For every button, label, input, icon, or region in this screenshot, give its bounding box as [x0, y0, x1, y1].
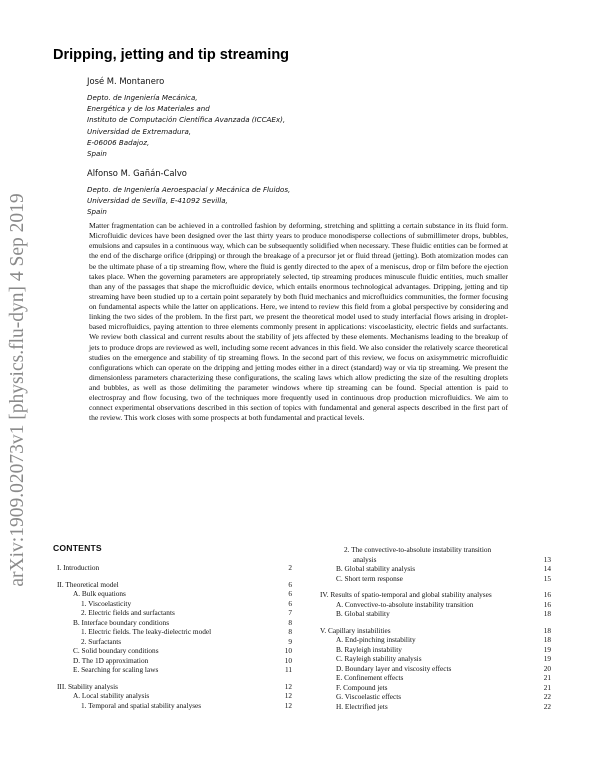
toc-entry-page: 12: [284, 681, 292, 691]
toc-left-column: [57, 563, 292, 710]
toc-entry[interactable]: [320, 702, 551, 712]
toc-entry-page: 14: [543, 564, 551, 573]
toc-entry-label: 1. Viscoelasticity: [81, 598, 132, 608]
toc-entry-label: 1. Temporal and spatial stability analyses: [81, 700, 202, 710]
toc-entry[interactable]: [320, 590, 551, 600]
toc-entry-page: 2: [288, 563, 292, 572]
toc-entry-label: B. Interface boundary conditions: [73, 617, 170, 627]
toc-entry-label: E. Confinement effects: [336, 673, 404, 682]
toc-entry[interactable]: [57, 627, 292, 637]
paper-title: Dripping, jetting and tip streaming: [53, 47, 290, 63]
toc-entry-label: B. Global stability analysis: [336, 564, 416, 573]
toc-entry[interactable]: [57, 665, 292, 675]
toc-entry-page: 18: [543, 609, 551, 618]
toc-entry-page: 7: [288, 608, 292, 617]
toc-entry-page: 20: [543, 663, 551, 673]
toc-entry[interactable]: [320, 673, 551, 683]
toc-entry-label: IV. Results of spatio-temporal and global stability analyses: [320, 590, 492, 599]
toc-entry-label: 2. Surfactants: [81, 636, 122, 646]
toc-entry-page: 18: [543, 635, 551, 644]
toc-entry-page: 16: [543, 590, 551, 599]
toc-entry-label: E. Searching for scaling laws: [73, 665, 159, 674]
toc-entry-label: A. Convective-to-absolute instability transition: [336, 599, 474, 609]
toc-entry-label: F. Compound jets: [336, 682, 388, 692]
affiliation-line: Spain: [87, 207, 107, 217]
toc-spacer: [57, 573, 292, 580]
toc-entry[interactable]: [57, 682, 292, 692]
toc-entry-label: V. Capillary instabilities: [320, 625, 391, 635]
toc-entry-page: 13: [543, 554, 551, 564]
affiliation-line: Depto. de Ingeniería Mecánica,: [87, 93, 198, 102]
toc-right-column: [320, 545, 551, 711]
toc-entry[interactable]: [57, 580, 292, 590]
toc-entry-page: 19: [543, 644, 551, 654]
toc-entry-label: I. Introduction: [57, 563, 100, 572]
affiliation-line: Spain: [87, 149, 107, 159]
toc-entry-page: 22: [543, 701, 551, 711]
abstract: Matter fragmentation can be achieved in a controlled fashion by deforming, stretching and splitting a certain substance in its fluid form. Microfluidic devices have been designed over the last thirty years to produce monodisperse collections of submillimeter drops, bubbles, emulsions and capsules in a continuous way, which can be subsequently solidified when necessary. These fluidic entities can be formed at the end of the discharge orifice (dripping) or through the breakage of a precursor jet or fluid thread (jetting). Both atomization modes can be the ultimate phase of a tip streaming flow, where the fluid is gently directed to the apex of a meniscus, drop or film before the ejection takes place. When the governing parameters are appropriately selected, tip streaming produces minuscule fluidic entities, much smaller than any of the passages that shape the microfluidic device, which entails enormous technological advantages. Dripping, jetting and tip streaming have been studied up to a certain point separately by both fluid mechanics and microfluidics communities, the former focusing on fundamental aspects while the latter on applications. Here, we intend to review this field from a global perspective by considering and linking the two sides of the problem. In the first part, we present the theoretical model used to study interfacial flows arising in droplet-based microfluidics, paying attention to three elements commonly present in applications: viscoelasticity, electric fields and surfactants. We review both classical and current results about the stability of jets affected by these elements. Mechanisms leading to the breakup of jets to produce drops are reviewed as well, including some recent advances in this field. We also consider the relatively scarce theoretical studies on the emergence and stability of tip streaming flows. In the second part of this review, we focus on axisymmetric microfluidic configurations which can operate on the dripping and jetting modes either in a direct (standard) way or via tip streaming. We present the dimensionless parameters characterizing these configurations, the scaling laws which allow predicting the size of the resulting droplets and bubbles, as well as those delimiting the parameter windows where tip streaming can be found. Special attention is paid to electrospray and flow focusing, two of the techniques more frequently used in continuous drop production microfluidics. We aim to connect experimental observations described in this section of topics with fundamental and general aspects described in the first part of the review. This work closes with some prospects at both fundamental and practical levels.: [89, 221, 508, 423]
toc-entry-label: G. Viscoelastic effects: [336, 692, 402, 701]
toc-entry[interactable]: [57, 691, 292, 701]
toc-entry-page: 15: [543, 573, 551, 583]
toc-entry-page: 18: [543, 625, 551, 635]
contents-heading: CONTENTS: [53, 543, 102, 553]
toc-entry[interactable]: [57, 701, 292, 711]
toc-entry-label: B. Rayleigh instability: [336, 644, 402, 654]
toc-entry-page: 8: [288, 617, 292, 627]
affiliation-line: Universidad de Sevilla, E-41092 Sevilla,: [87, 196, 228, 206]
toc-entry[interactable]: [320, 664, 551, 674]
toc-entry-page: 6: [288, 598, 292, 608]
toc-entry-label: B. Global stability: [336, 609, 390, 618]
toc-entry[interactable]: [320, 635, 551, 645]
author-name: José M. Montanero: [87, 76, 165, 86]
toc-entry-page: 6: [288, 579, 292, 589]
toc-entry[interactable]: [57, 589, 292, 599]
toc-entry-label: C. Rayleigh stability analysis: [336, 654, 422, 663]
toc-spacer: [320, 619, 551, 626]
toc-entry[interactable]: [320, 564, 551, 574]
toc-entry[interactable]: [320, 692, 551, 702]
toc-entry[interactable]: [57, 599, 292, 609]
toc-entry[interactable]: [320, 683, 551, 693]
arxiv-stamp: [4, 160, 32, 620]
toc-entry-label: A. Bulk equations: [73, 589, 126, 598]
toc-entry-label: 2. The convective-to-absolute instability transition: [344, 545, 492, 554]
toc-entry-label: 1. Electric fields. The leaky-dielectric model: [81, 627, 212, 636]
toc-entry[interactable]: [57, 618, 292, 628]
toc-entry[interactable]: [57, 563, 292, 573]
toc-entry[interactable]: [320, 555, 551, 565]
author-affiliation: [87, 184, 290, 218]
toc-entry[interactable]: [57, 646, 292, 656]
author-affiliation: [87, 92, 285, 159]
toc-entry-page: 11: [284, 665, 292, 674]
affiliation-line: Energética y de los Materiales and: [87, 104, 210, 114]
toc-entry-page: 21: [543, 673, 551, 682]
toc-entry[interactable]: [320, 654, 551, 664]
arxiv-stamp-text: arXiv:1909.02073v1 [physics.flu-dyn] 4 Sep 2019: [7, 193, 28, 587]
toc-entry[interactable]: [320, 574, 551, 584]
toc-entry-label: A. Local stability analysis: [73, 691, 150, 700]
affiliation-line: E-06006 Badajoz,: [87, 137, 150, 147]
toc-entry[interactable]: [320, 626, 551, 636]
toc-entry-label: C. Short term response: [336, 573, 403, 583]
toc-entry[interactable]: [320, 609, 551, 619]
toc-entry-label: C. Solid boundary conditions: [73, 646, 159, 655]
toc-entry-label: D. Boundary layer and viscosity effects: [336, 663, 452, 673]
toc-entry[interactable]: [57, 656, 292, 666]
toc-entry-label: 2. Electric fields and surfactants: [81, 608, 175, 617]
toc-entry-label: H. Electrified jets: [336, 701, 388, 711]
toc-spacer: [57, 675, 292, 682]
toc-entry[interactable]: [320, 545, 551, 555]
toc-entry-page: 19: [543, 654, 551, 663]
toc-entry[interactable]: [57, 637, 292, 647]
toc-entry-label: analysis: [353, 554, 377, 564]
affiliation-line: Depto. de Ingeniería Aeroespacial y Mecánica de Fluidos,: [87, 185, 291, 194]
toc-entry-label: A. End-pinching instability: [336, 635, 416, 644]
toc-entry[interactable]: [57, 608, 292, 618]
toc-entry[interactable]: [320, 645, 551, 655]
toc-entry[interactable]: [320, 600, 551, 610]
toc-spacer: [320, 583, 551, 590]
toc-entry-page: 8: [288, 627, 292, 636]
toc-entry-label: D. The 1D approximation: [73, 655, 149, 665]
toc-entry-page: 21: [543, 682, 551, 692]
toc-entry-page: 10: [284, 655, 292, 665]
toc-entry-page: 16: [543, 599, 551, 609]
author-name: Alfonso M. Gañán-Calvo: [87, 168, 187, 178]
toc-entry-page: 12: [284, 700, 292, 710]
toc-entry-page: 6: [288, 589, 292, 598]
toc-entry-page: 10: [284, 646, 292, 655]
toc-entry-label: III. Stability analysis: [57, 681, 119, 691]
toc-entry-page: 9: [288, 636, 292, 646]
toc-entry-page: 12: [284, 691, 292, 700]
toc-entry-page: 22: [543, 692, 551, 701]
toc-entry-label: II. Theoretical model: [57, 579, 119, 589]
affiliation-line: Instituto de Computación Científica Avanzada (ICCAEx),: [87, 115, 286, 125]
affiliation-line: Universidad de Extremadura,: [87, 126, 192, 136]
